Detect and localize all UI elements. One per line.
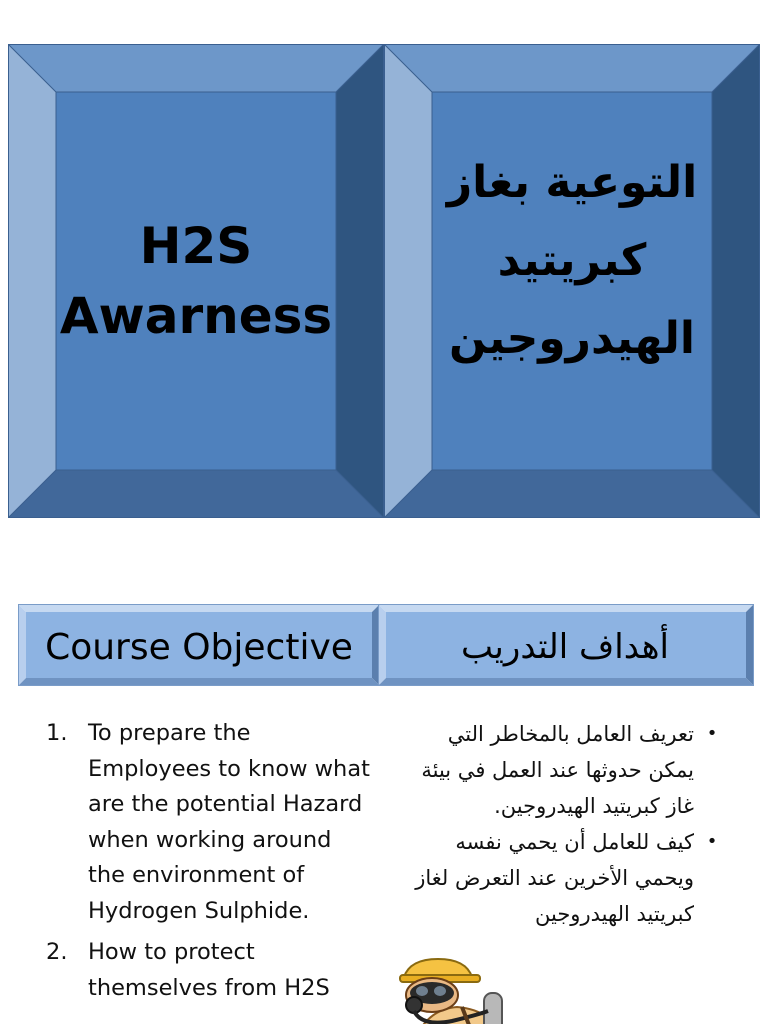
title-arabic-line2: كبريتيد xyxy=(497,235,647,286)
objectives-list-english xyxy=(40,716,370,1012)
list-number: 2. xyxy=(46,939,68,965)
worker-with-breathing-apparatus-icon xyxy=(392,955,522,1024)
title-english xyxy=(56,92,336,470)
bullet: • xyxy=(706,831,718,852)
list-item xyxy=(400,716,730,824)
course-objective-heading: Course Objective xyxy=(45,626,353,668)
list-item-text: تعريف العامل بالمخاطر التي يمكن حدوثها عند العمل في بيئة غاز كبريتيد الهيدروجين. xyxy=(421,722,694,818)
title-arabic xyxy=(432,92,712,470)
list-item-text: To prepare the Employees to know what are the potential Hazard when working around the environment of Hydrogen Sulphide. xyxy=(88,720,370,924)
bullet: • xyxy=(706,723,718,744)
title-arabic-line1: التوعية بغاز xyxy=(446,157,698,208)
list-item-text: كيف للعامل أن يحمي نفسه ويحمي الأخرين عند التعرض لغاز كبريتيد الهيدروجين xyxy=(415,830,694,926)
list-item-text: How to protect themselves from H2S xyxy=(88,939,330,1001)
training-objectives-heading-arabic: أهداف التدريب xyxy=(461,627,669,667)
title-english-line1: H2S xyxy=(139,217,253,275)
objectives-list-arabic xyxy=(400,716,730,932)
title-english-line2: Awarness xyxy=(59,287,333,345)
list-number: 1. xyxy=(46,720,68,746)
list-item xyxy=(40,716,370,929)
list-item xyxy=(400,824,730,932)
title-arabic-line3: الهيدروجين xyxy=(449,313,695,364)
list-item xyxy=(40,935,370,1006)
